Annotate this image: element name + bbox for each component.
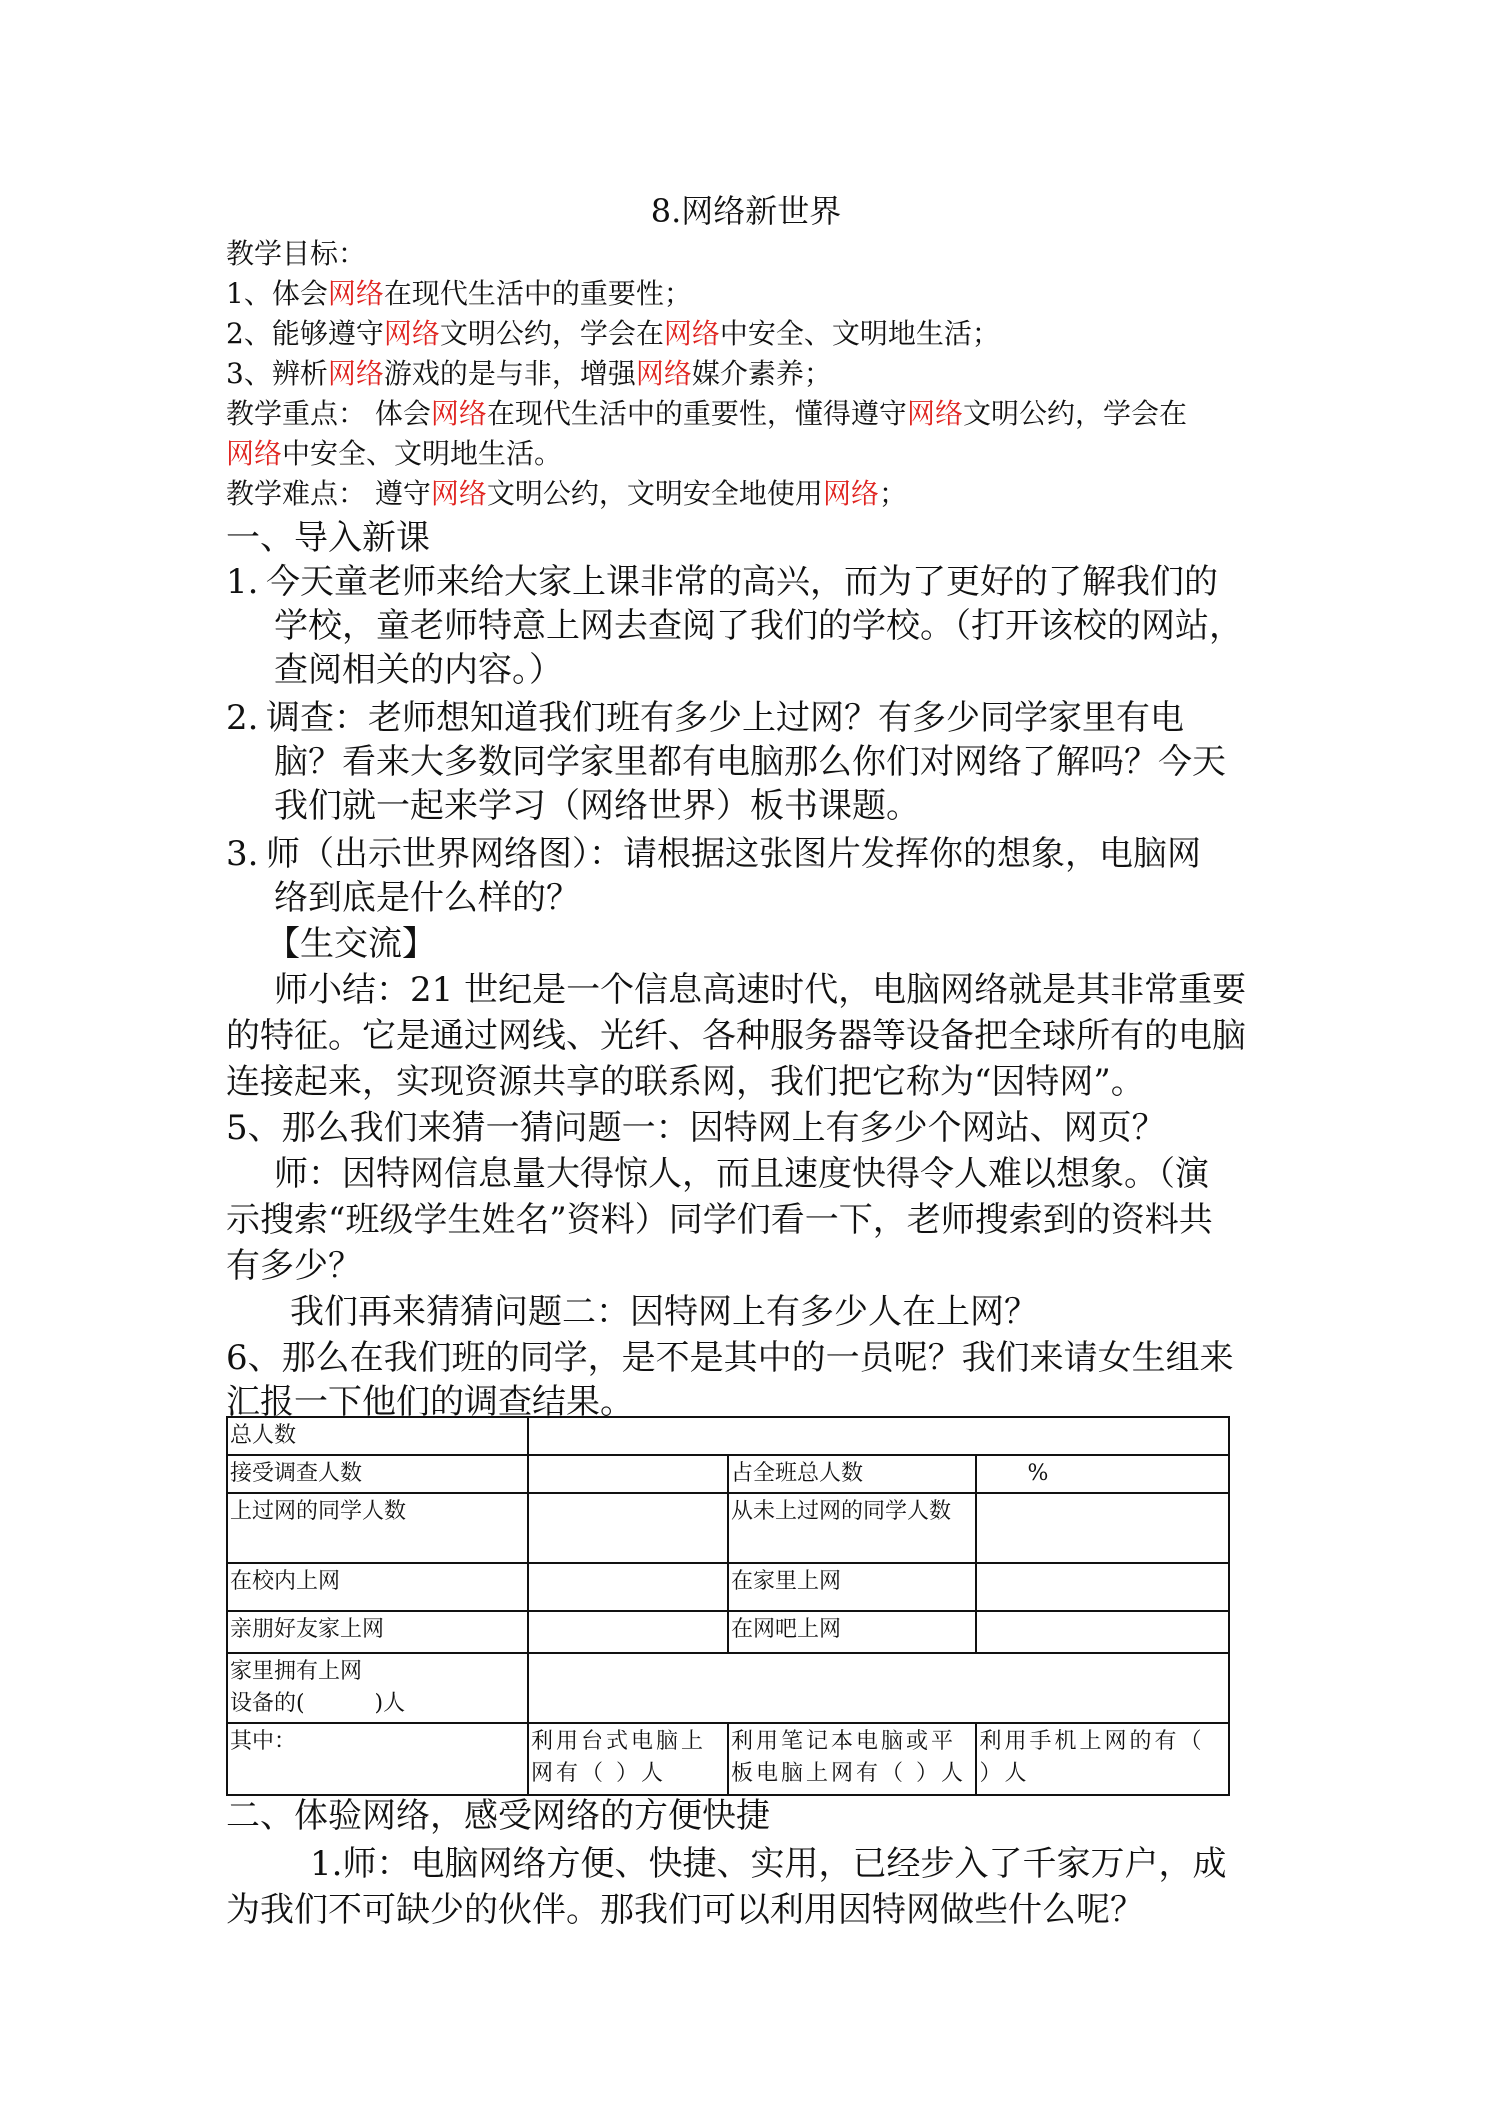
table-cell: 利用手机上网的有（ ）人	[976, 1723, 1229, 1795]
item-2-line-3: 我们就一起来学习（网络世界）板书课题。	[274, 786, 920, 826]
summary-line-1: 师小结：21 世纪是一个信息高速时代，电脑网络就是其非常重要	[274, 970, 1247, 1010]
item-1-line-3: 查阅相关的内容。）	[274, 650, 563, 690]
table-row	[227, 1653, 1229, 1723]
item-2: 2. 调查：老师想知道我们班有多少上过网？有多少同学家里有电	[226, 698, 1184, 738]
question-5: 5、那么我们来猜一猜问题一：因特网上有多少个网站、网页？	[226, 1108, 1166, 1148]
key-points-cont: 网络中安全、文明地生活。	[226, 437, 563, 470]
teacher-line-1: 师：因特网信息量大得惊人，而且速度快得令人难以想象。（演	[274, 1154, 1209, 1194]
table-cell: 接受调查人数	[227, 1455, 528, 1493]
page-title: 8.网络新世界	[650, 192, 842, 230]
table-cell: 在校内上网	[227, 1563, 528, 1611]
table-row	[227, 1563, 1229, 1611]
table-row	[227, 1493, 1229, 1563]
table-cell: 在家里上网	[728, 1563, 976, 1611]
table-row	[227, 1723, 1229, 1795]
question-2: 我们再来猜猜问题二：因特网上有多少人在上网？	[290, 1292, 1038, 1332]
goal-3: 3、辨析网络游戏的是与非，增强网络媒介素养；	[226, 357, 832, 390]
table-cell: 占全班总人数	[728, 1455, 976, 1493]
table-cell	[976, 1611, 1229, 1653]
question-6-line-1: 6、那么在我们班的同学，是不是其中的一员呢？我们来请女生组来	[226, 1338, 1234, 1378]
survey-table	[226, 1416, 1230, 1796]
goals-label: 教学目标：	[226, 237, 367, 270]
item-1-line-2: 学校，童老师特意上网去查阅了我们的学校。（打开该校的网站，	[274, 606, 1243, 646]
table-row	[227, 1455, 1229, 1493]
section-2-para-line-2: 为我们不可缺少的伙伴。那我们可以利用因特网做些什么呢？	[226, 1890, 1144, 1930]
section-1-heading: 一、导入新课	[226, 518, 430, 558]
difficult-points: 教学难点： 遵守网络文明公约，文明安全地使用网络；	[226, 477, 907, 510]
item-2-line-2: 脑？看来大多数同学家里都有电脑那么你们对网络了解吗？今天	[274, 742, 1226, 782]
table-row	[227, 1611, 1229, 1653]
table-cell	[528, 1455, 728, 1493]
section-2-para-line-1: 1.师：电脑网络方便、快捷、实用，已经步入了千家万户，成	[310, 1844, 1227, 1884]
table-cell: 在网吧上网	[728, 1611, 976, 1653]
table-cell: 家里拥有上网 设备的( )人	[227, 1653, 528, 1723]
table-cell: 其中：	[227, 1723, 528, 1795]
table-cell	[976, 1493, 1229, 1563]
goal-1: 1、体会网络在现代生活中的重要性；	[226, 277, 692, 310]
section-2-heading: 二、体验网络，感受网络的方便快捷	[226, 1796, 770, 1836]
table-cell: 利用台式电脑上网有（ ）人	[528, 1723, 728, 1795]
item-3: 3. 师（出示世界网络图）：请根据这张图片发挥你的想象，电脑网	[226, 834, 1201, 874]
student-exchange: 【生交流】	[266, 924, 436, 964]
table-row	[227, 1417, 1229, 1455]
teacher-line-3: 有多少？	[226, 1246, 362, 1286]
table-cell	[528, 1611, 728, 1653]
table-cell	[528, 1653, 1229, 1723]
table-cell: 从未上过网的同学人数	[728, 1493, 976, 1563]
table-cell: %	[976, 1455, 1229, 1493]
summary-line-3: 连接起来，实现资源共享的联系网，我们把它称为“因特网”。	[226, 1062, 1145, 1102]
item-3-line-2: 络到底是什么样的？	[274, 878, 580, 918]
table-cell	[528, 1493, 728, 1563]
goal-2: 2、能够遵守网络文明公约，学会在网络中安全、文明地生活；	[226, 317, 1000, 350]
question-6-line-2: 汇报一下他们的调查结果。	[226, 1382, 634, 1422]
key-points: 教学重点： 体会网络在现代生活中的重要性，懂得遵守网络文明公约，学会在	[226, 397, 1187, 430]
item-1: 1. 今天童老师来给大家上课非常的高兴，而为了更好的了解我们的	[226, 562, 1218, 602]
table-cell: 总人数	[227, 1417, 528, 1455]
table-cell: 亲朋好友家上网	[227, 1611, 528, 1653]
teacher-line-2: 示搜索“班级学生姓名”资料）同学们看一下，老师搜索到的资料共	[226, 1200, 1213, 1240]
summary-line-2: 的特征。它是通过网线、光纤、各种服务器等设备把全球所有的电脑	[226, 1016, 1246, 1056]
table-cell	[528, 1563, 728, 1611]
table-cell	[528, 1417, 1229, 1455]
table-cell: 上过网的同学人数	[227, 1493, 528, 1563]
table-cell: 利用笔记本电脑或平板电脑上网有（ ）人	[728, 1723, 976, 1795]
table-cell	[976, 1563, 1229, 1611]
